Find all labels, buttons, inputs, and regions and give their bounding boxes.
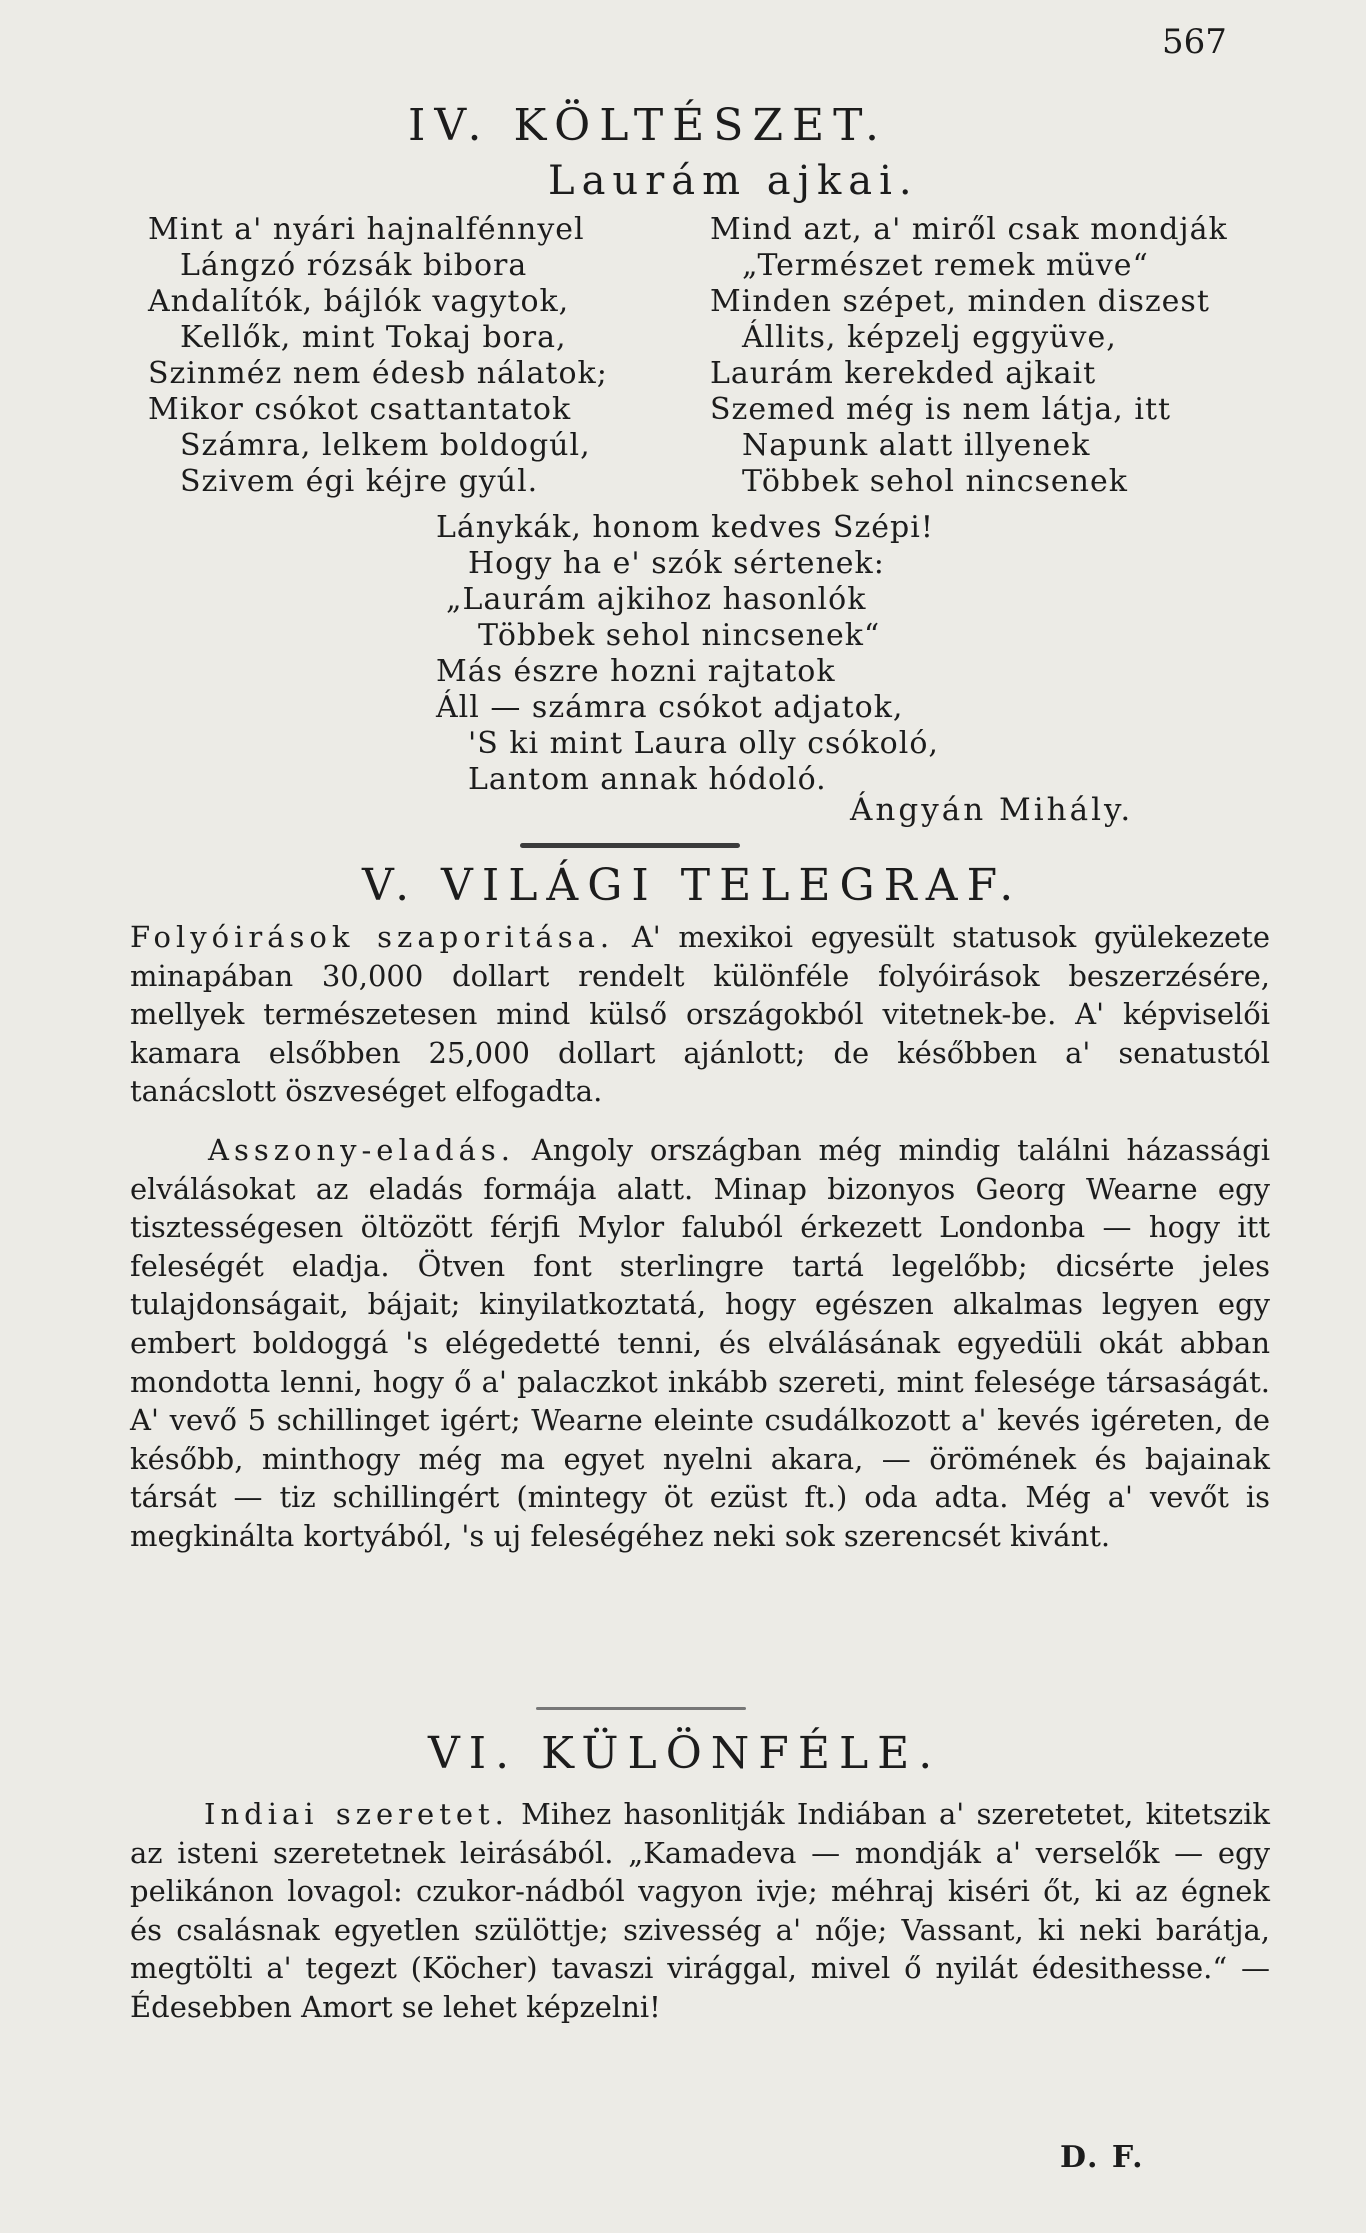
poem-line: Számra, lelkem boldogúl, [180, 428, 591, 463]
section-divider [536, 1707, 746, 1710]
poem-line: Mint a' nyári hajnalfénnyel [148, 212, 585, 247]
news-item-text: Angoly országban még mindig találni házassági elválásokat az eladás formája alatt. Minap bizonyos Georg Wearne egy tisztességesen öltözött férjfi Mylor faluból érkezett Londonba — hogy itt feleségét eladja. Ötven font sterlingre tartá legelőbb; dicsérte jeles tulajdonságait, bájait; kinyilatkoztatá, hogy egészen alkalmas legyen egy embert boldoggá 's elégedetté tenni, és elválásának egyedüli okát abban mondotta lenni, hogy ő a' palaczkot inkább szereti, mint felesége társaságát. A' vevő 5 schillinget igért; Wearne eleinte csudálkozott a' kevés igéreten, de később, minthogy még ma egyet nyelni akara, — örömének és bajainak társát — tiz schillingért (mintegy öt ezüst ft.) oda adta. Még a' vevőt is megkinálta kortyából, 's uj feleségéhez neki sok szerencsét kivánt. [130, 1133, 1270, 1553]
poem-line: Többek sehol nincsenek [742, 464, 1128, 499]
poem-author: Ángyán Mihály. [850, 792, 1134, 828]
news-item-text: Mihez hasonlitják Indiában a' szeretetet, kitetszik az isteni szeretetnek leirásából. „Kamadeva — mondják a' verselők — egy pelikánon lovagol: czukor-nádból vagyon ivje; méhraj kiséri őt, ki az égnek és csalásnak egyetlen szülöttje; szivesség a' nője; Vassant, ki neki barátja, megtölti a' tegezt (Köcher) tavaszi virággal, mivel ő nyilát édesithesse.“ — Édesebben Amort se lehet képzelni! [130, 1797, 1270, 2024]
poem-title: Laurám ajkai. [548, 158, 919, 204]
poem-line: Többek sehol nincsenek“ [478, 618, 881, 653]
poem-line: Kellők, mint Tokaj bora, [180, 320, 567, 355]
poem-line: Mikor csókot csattantatok [148, 392, 572, 427]
poem-line: Mind azt, a' miről csak mondják [710, 212, 1228, 247]
poem-right-column [710, 212, 1228, 500]
page-number: 567 [1162, 22, 1227, 62]
news-item-text: A' mexikoi egyesült statusok gyülekezete minapában 30,000 dollart rendelt különféle folyóirások beszerzésére, mellyek természetesen mind külső országokból vitetnek-be. A' képviselői kamara elsőbben 25,000 dollart ajánlott; de későbben a' senatustól tanácslott öszveséget elfogadta. [130, 920, 1270, 1109]
poem-closing-stanza [436, 510, 939, 798]
poem-line: Hogy ha e' szók sértenek: [468, 546, 885, 581]
section-heading-poetry: IV. KÖLTÉSZET. [408, 100, 888, 151]
article-signature: D. F. [1060, 2140, 1145, 2175]
poem-line: Laurám kerekded ajkait [710, 356, 1097, 391]
news-item-title: Asszony-eladás. [208, 1133, 515, 1167]
news-item-title: Folyóirások szaporitása. [130, 920, 615, 954]
news-item-indian-love [130, 1795, 1270, 2027]
poem-line: Áll — számra csókot adjatok, [436, 690, 904, 725]
poem-left-column [148, 212, 608, 500]
poem-line: Lantom annak hódoló. [468, 762, 827, 797]
poem-line: Más észre hozni rajtatok [436, 654, 836, 689]
section-heading-telegraph: V. VILÁGI TELEGRAF. [362, 860, 1023, 911]
poem-line: „Természet remek müve“ [742, 248, 1149, 283]
poem-line: Napunk alatt illyenek [742, 428, 1091, 463]
poem-line: Szivem égi kéjre gyúl. [180, 464, 539, 499]
poem-line: Lánykák, honom kedves Szépi! [436, 510, 934, 545]
news-item-wife-sale [130, 1131, 1270, 1556]
poem-line: 'S ki mint Laura olly csókoló, [468, 726, 939, 761]
poem-line: Szinméz nem édesb nálatok; [148, 356, 608, 391]
news-item-periodicals [130, 918, 1270, 1111]
poem-line: Minden szépet, minden diszest [710, 284, 1210, 319]
news-item-title: Indiai szeretet. [204, 1797, 509, 1831]
poem-line: „Laurám ajkihoz hasonlók [446, 582, 867, 617]
poem-line: Lángzó rózsák bibora [180, 248, 528, 283]
poem-line: Andalítók, bájlók vagytok, [148, 284, 570, 319]
section-divider [520, 843, 740, 848]
poem-line: Szemed még is nem látja, itt [710, 392, 1172, 427]
section-heading-miscellany: VI. KÜLÖNFÉLE. [428, 1728, 942, 1779]
poem-line: Állits, képzelj eggyüve, [742, 320, 1117, 355]
